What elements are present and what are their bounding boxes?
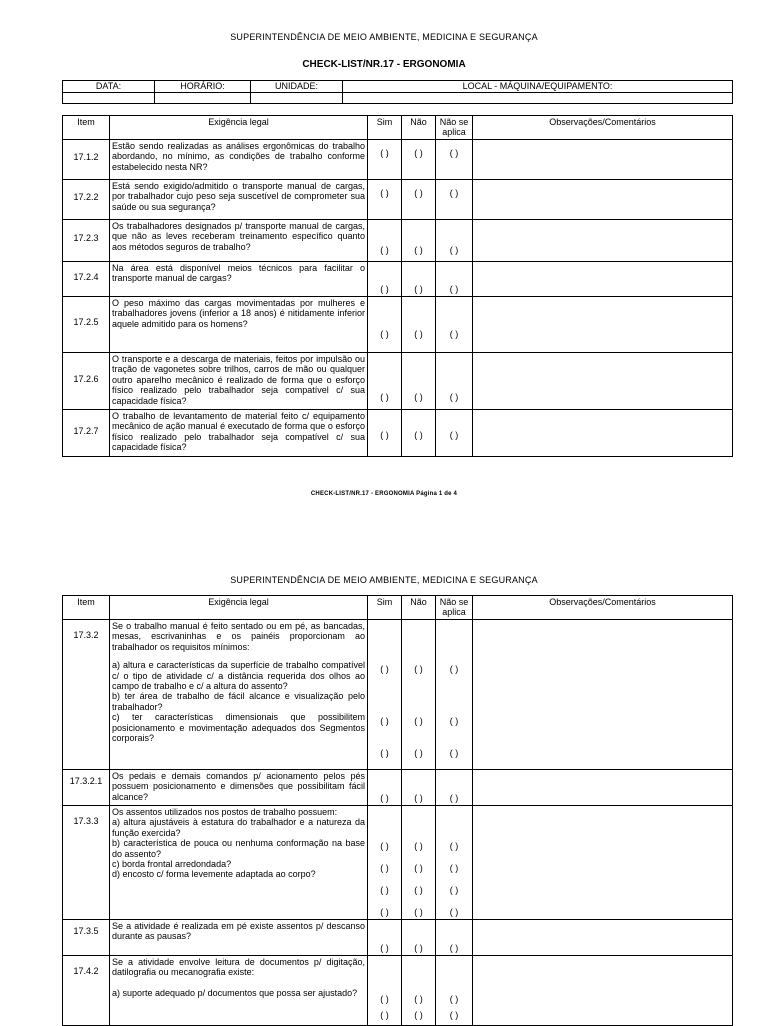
col-yes: Sim: [368, 596, 402, 620]
checkbox-no[interactable]: ( ): [414, 748, 423, 758]
requirement-text: [110, 770, 368, 806]
item-number: 17.4.2: [63, 956, 110, 1026]
requirement-text: Estão sendo realizadas as análises ergonômicas do trabalho abordando, no mínimo, as condições de trabalho conforme estabelecido nesta NR?: [110, 140, 368, 180]
checkbox-yes[interactable]: ( ): [380, 841, 389, 851]
checkbox-yes[interactable]: ( ): [380, 885, 389, 895]
checkbox-no[interactable]: ( ): [414, 148, 423, 158]
col-observations: Observações/Comentários: [473, 116, 733, 140]
checkbox-not-applicable[interactable]: ( ): [449, 748, 459, 758]
checkbox-cell-no: [402, 620, 436, 770]
checkbox-cell-yes: [368, 620, 402, 770]
table-row: [63, 220, 733, 262]
checkbox-yes[interactable]: ( ): [380, 907, 389, 917]
observations-field[interactable]: [473, 620, 733, 770]
checkbox-cell-no: [402, 140, 436, 180]
col-no: Não: [402, 596, 436, 620]
organization-heading-page-2: SUPERINTENDÊNCIA DE MEIO AMBIENTE, MEDICINA E SEGURANÇA: [230, 575, 538, 585]
requirement-paragraph: b) característica de pouca ou nenhuma conformação na base do assento?: [112, 838, 365, 859]
requirement-text: O transporte e a descarga de materiais, feitos por impulsão ou tração de vagonetes sobre trilhos, carros de mão ou qualquer outro aparelho mecânico é realizado de forma que o esforço físico realizado pelo trabalhador seja compatível c/ sua capacidade física?: [110, 353, 368, 410]
item-number: 17.3.2: [63, 620, 110, 770]
location-field[interactable]: [343, 93, 733, 104]
checkbox-no[interactable]: ( ): [414, 716, 423, 726]
checkbox-not-applicable[interactable]: ( ): [449, 430, 459, 440]
checkbox-no[interactable]: ( ): [414, 885, 423, 895]
checkbox-no[interactable]: ( ): [414, 664, 423, 674]
checklist-table-page-2: [62, 595, 733, 1026]
checkbox-not-applicable[interactable]: ( ): [449, 148, 459, 158]
observations-field[interactable]: [473, 770, 733, 806]
checkbox-not-applicable[interactable]: ( ): [449, 716, 459, 726]
table-row: [63, 806, 733, 920]
table-row: [63, 620, 733, 770]
observations-field[interactable]: [473, 410, 733, 457]
checkbox-cell-yes: [368, 920, 402, 956]
requirement-paragraph: Os pedais e demais comandos p/ acionamento pelos pés possuem posicionamento e dimensões que possibilitam fácil alcance?: [112, 771, 365, 802]
checkbox-not-applicable[interactable]: ( ): [449, 245, 459, 255]
col-item: Item: [63, 116, 110, 140]
requirement-text: Está sendo exigido/admitido o transporte manual de cargas, por trabalhador cujo peso seja suscetível de comprometer sua saúde ou sua segurança?: [110, 180, 368, 220]
observations-field[interactable]: [473, 262, 733, 297]
checkbox-not-applicable[interactable]: ( ): [449, 841, 459, 851]
checkbox-not-applicable[interactable]: ( ): [449, 392, 459, 402]
requirement-text: O trabalho de levantamento de material feito c/ equipamento mecânico de ação manual é executado de forma que o esforço físico realizado pelo trabalhador seja compatível c/ sua capacidade física?: [110, 410, 368, 457]
checkbox-cell-not-applicable: [436, 140, 473, 180]
table-row: [63, 353, 733, 410]
checkbox-yes[interactable]: ( ): [380, 1010, 389, 1020]
checkbox-yes[interactable]: ( ): [380, 188, 389, 198]
requirement-paragraph: Os assentos utilizados nos postos de trabalho possuem:: [112, 807, 338, 817]
checkbox-yes[interactable]: ( ): [380, 329, 389, 339]
checkbox-cell-no: [402, 920, 436, 956]
checkbox-no[interactable]: ( ): [414, 329, 423, 339]
requirement-text: Na área está disponível meios técnicos para facilitar o transporte manual de cargas?: [110, 262, 368, 297]
checkbox-cell-not-applicable: [436, 180, 473, 220]
requirement-paragraph: Se a atividade é realizada em pé existe assentos p/ descanso durante as pausas?: [112, 921, 365, 942]
checkbox-not-applicable[interactable]: ( ): [449, 793, 459, 803]
table-row: [63, 956, 733, 1026]
col-requirement: Exigência legal: [110, 116, 368, 140]
checkbox-yes[interactable]: ( ): [380, 664, 389, 674]
checkbox-no[interactable]: ( ): [414, 943, 423, 953]
checkbox-yes[interactable]: ( ): [380, 748, 389, 758]
item-number: 17.2.7: [63, 410, 110, 457]
checkbox-cell-yes: [368, 262, 402, 297]
requirement-paragraph: a) altura ajustáveis à estatura do trabalhador e a natureza da função exercida?: [112, 817, 365, 838]
unit-field[interactable]: [251, 93, 343, 104]
observations-field[interactable]: [473, 920, 733, 956]
checklist-title: CHECK-LIST/NR.17 - ERGONOMIA: [302, 59, 466, 70]
time-field[interactable]: [155, 93, 251, 104]
checkbox-cell-no: [402, 956, 436, 1026]
checkbox-not-applicable[interactable]: ( ): [449, 885, 459, 895]
checkbox-cell-no: [402, 180, 436, 220]
checkbox-no[interactable]: ( ): [414, 863, 423, 873]
requirement-paragraph: b) ter área de trabalho de fácil alcance e visualização pelo trabalhador?: [112, 691, 365, 712]
checkbox-no[interactable]: ( ): [414, 392, 423, 402]
checkbox-yes[interactable]: ( ): [380, 994, 389, 1004]
checkbox-cell-yes: [368, 220, 402, 262]
item-number: 17.3.5: [63, 920, 110, 956]
unit-label: UNIDADE:: [251, 81, 343, 93]
item-number: 17.1.2: [63, 140, 110, 180]
checkbox-cell-not-applicable: [436, 806, 473, 920]
requirement-text: [110, 956, 368, 1026]
requirement-text: Os trabalhadores designados p/ transporte manual de cargas, que não as leves receberam treinamento específico quanto aos métodos seguros de trabalho?: [110, 220, 368, 262]
checkbox-yes[interactable]: ( ): [380, 943, 389, 953]
col-no: Não: [402, 116, 436, 140]
checkbox-cell-yes: [368, 180, 402, 220]
checkbox-cell-no: [402, 410, 436, 457]
checkbox-yes[interactable]: ( ): [380, 793, 389, 803]
requirement-text: [110, 620, 368, 770]
requirement-paragraph: d) encosto c/ forma levemente adaptada ao corpo?: [112, 869, 316, 880]
observations-field[interactable]: [473, 180, 733, 220]
checkbox-yes[interactable]: ( ): [380, 430, 389, 440]
checkbox-cell-yes: [368, 806, 402, 920]
checkbox-cell-not-applicable: [436, 410, 473, 457]
checkbox-not-applicable[interactable]: ( ): [449, 943, 459, 953]
checkbox-cell-not-applicable: [436, 620, 473, 770]
table-row: [63, 920, 733, 956]
checkbox-yes[interactable]: ( ): [380, 392, 389, 402]
checkbox-yes[interactable]: ( ): [380, 284, 389, 294]
observations-field[interactable]: [473, 297, 733, 353]
requirement-paragraph: a) altura e características da superfície de trabalho compatível c/ o tipo de atividade c/ a distância requerida dos olhos ao campo de trabalho e c/ a altura do assento?: [112, 660, 365, 692]
table-row: [63, 410, 733, 457]
checkbox-yes[interactable]: ( ): [380, 716, 389, 726]
checkbox-cell-no: [402, 806, 436, 920]
checkbox-no[interactable]: ( ): [414, 793, 423, 803]
location-label: LOCAL - MÁQUINA/EQUIPAMENTO:: [343, 81, 733, 93]
checkbox-cell-not-applicable: [436, 920, 473, 956]
date-label: DATA:: [63, 81, 155, 93]
requirement-text: O peso máximo das cargas movimentadas por mulheres e trabalhadores jovens (inferior a 18 anos) é nitidamente inferior aquele admitido para os homens?: [110, 297, 368, 353]
table-row: [63, 140, 733, 180]
checkbox-not-applicable[interactable]: ( ): [449, 1010, 459, 1020]
item-number: 17.3.2.1: [63, 770, 110, 806]
observations-field[interactable]: [473, 220, 733, 262]
page-footer: CHECK-LIST/NR.17 - ERGONOMIA Página 1 de 4: [310, 491, 458, 497]
requirement-paragraph: a) suporte adequado p/ documentos que possa ser ajustado?: [112, 987, 358, 998]
requirement-paragraph: Se o trabalho manual é feito sentado ou em pé, as bancadas, mesas, escrivaninhas e os painéis proporcionam ao trabalhador os requisitos mínimos:: [112, 621, 365, 652]
checkbox-not-applicable[interactable]: ( ): [449, 907, 459, 917]
checklist-table-page-1: [62, 115, 733, 457]
checkbox-no[interactable]: ( ): [414, 430, 423, 440]
organization-heading: SUPERINTENDÊNCIA DE MEIO AMBIENTE, MEDICINA E SEGURANÇA: [230, 32, 538, 42]
item-number: 17.2.5: [63, 297, 110, 353]
table-row: [63, 770, 733, 806]
checkbox-cell-not-applicable: [436, 770, 473, 806]
checkbox-no[interactable]: ( ): [414, 994, 423, 1004]
item-number: 17.2.2: [63, 180, 110, 220]
item-number: 17.3.3: [63, 806, 110, 920]
checkbox-cell-no: [402, 353, 436, 410]
col-item: Item: [63, 596, 110, 620]
checkbox-no[interactable]: ( ): [414, 284, 423, 294]
header-fields-table: [62, 80, 733, 104]
checkbox-cell-not-applicable: [436, 353, 473, 410]
observations-field[interactable]: [473, 140, 733, 180]
col-requirement: Exigência legal: [110, 596, 368, 620]
checkbox-cell-yes: [368, 297, 402, 353]
checkbox-no[interactable]: ( ): [414, 841, 423, 851]
checkbox-yes[interactable]: ( ): [380, 863, 389, 873]
item-number: 17.2.4: [63, 262, 110, 297]
checkbox-yes[interactable]: ( ): [380, 245, 389, 255]
time-label: HORÁRIO:: [155, 81, 251, 93]
date-field[interactable]: [63, 93, 155, 104]
checkbox-cell-yes: [368, 353, 402, 410]
item-number: 17.2.3: [63, 220, 110, 262]
checkbox-cell-not-applicable: [436, 297, 473, 353]
checkbox-not-applicable[interactable]: ( ): [449, 284, 459, 294]
observations-field[interactable]: [473, 806, 733, 920]
checkbox-no[interactable]: ( ): [414, 245, 423, 255]
checkbox-cell-yes: [368, 410, 402, 457]
checkbox-not-applicable[interactable]: ( ): [449, 329, 459, 339]
checkbox-not-applicable[interactable]: ( ): [449, 664, 459, 674]
checkbox-yes[interactable]: ( ): [380, 148, 389, 158]
checkbox-cell-yes: [368, 770, 402, 806]
requirement-paragraph: Se a atividade envolve leitura de documentos p/ digitação, datilografia ou mecanografia existe:: [112, 957, 365, 978]
table-row: [63, 180, 733, 220]
checkbox-no[interactable]: ( ): [414, 188, 423, 198]
col-not-applicable: Não se aplica: [436, 596, 473, 620]
col-yes: Sim: [368, 116, 402, 140]
requirement-paragraph: c) ter características dimensionais que possibilitem posicionamento e movimentação adequados dos Segmentos corporais?: [112, 712, 365, 744]
col-not-applicable: Não se aplica: [436, 116, 473, 140]
checkbox-cell-yes: [368, 956, 402, 1026]
checkbox-cell-no: [402, 220, 436, 262]
requirement-paragraph: c) borda frontal arredondada?: [112, 859, 232, 870]
requirement-text: [110, 920, 368, 956]
observations-field[interactable]: [473, 353, 733, 410]
checkbox-no[interactable]: ( ): [414, 907, 423, 917]
checkbox-cell-no: [402, 262, 436, 297]
checkbox-cell-yes: [368, 140, 402, 180]
checkbox-no[interactable]: ( ): [414, 1010, 423, 1020]
checkbox-cell-not-applicable: [436, 262, 473, 297]
observations-field[interactable]: [473, 956, 733, 1026]
checkbox-cell-not-applicable: [436, 220, 473, 262]
col-observations: Observações/Comentários: [473, 596, 733, 620]
checkbox-cell-no: [402, 297, 436, 353]
table-row: [63, 262, 733, 297]
requirement-text: [110, 806, 368, 920]
table-row: [63, 297, 733, 353]
item-number: 17.2.6: [63, 353, 110, 410]
checkbox-cell-not-applicable: [436, 956, 473, 1026]
checkbox-cell-no: [402, 770, 436, 806]
checkbox-not-applicable[interactable]: ( ): [449, 994, 459, 1004]
checkbox-not-applicable[interactable]: ( ): [449, 863, 459, 873]
checkbox-not-applicable[interactable]: ( ): [449, 188, 459, 198]
